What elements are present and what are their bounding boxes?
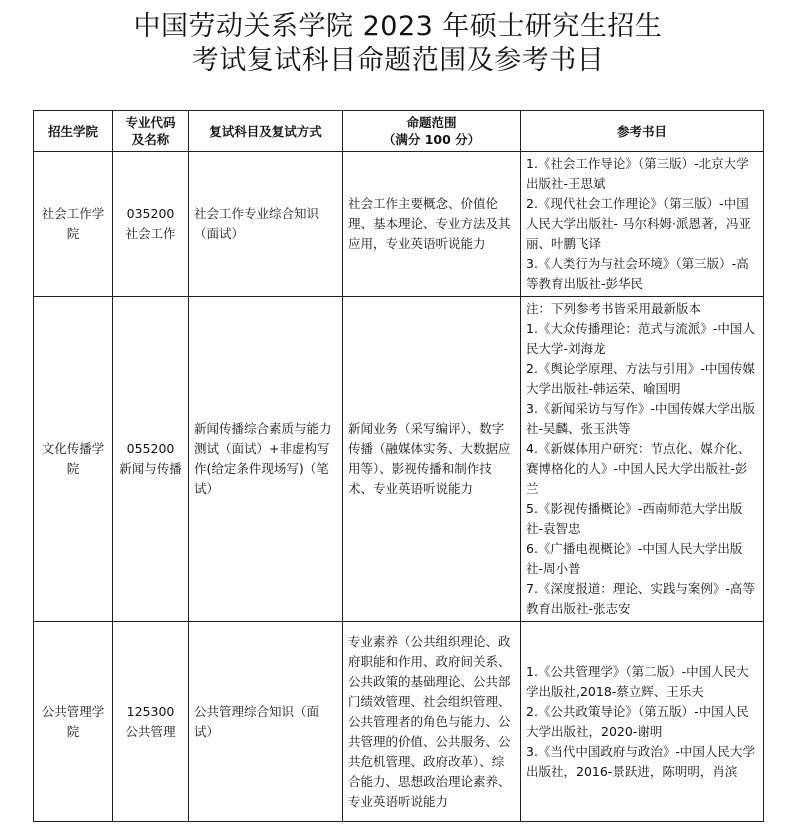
major-cell: 035200 社会工作 bbox=[113, 152, 189, 297]
books-cell bbox=[521, 152, 764, 297]
book-item: 3.《人类行为与社会环境》（第三版）-高等教育出版社-彭华民 bbox=[526, 256, 749, 291]
book-item: 3.《当代中国政府与政治》-中国人民大学出版社，2016-景跃进，陈明明，肖滨 bbox=[526, 743, 755, 779]
book-item: 3.《新闻采访与写作》-中国传媒大学出版社-吴麟、张玉洪等 bbox=[526, 401, 755, 436]
book-item: 1.《公共管理学》（第二版）-中国人民大学出版社,2018-蔡立辉、王乐夫 bbox=[526, 663, 749, 699]
admissions-table bbox=[33, 110, 764, 822]
document-title bbox=[0, 10, 796, 78]
header-scope: 命题范围 （满分 100 分） bbox=[343, 111, 521, 152]
table-header-row bbox=[34, 111, 764, 152]
header-subject: 复试科目及复试方式 bbox=[189, 111, 343, 152]
subject-cell: 新闻传播综合素质与能力测试（面试）+非虚构写作(给定条件现场写)（笔试） bbox=[189, 297, 343, 622]
table-row bbox=[34, 622, 764, 822]
title-line-1: 中国劳动关系学院 2023 年硕士研究生招生 bbox=[133, 11, 663, 42]
book-note: 注：下列参考书皆采用最新版本 bbox=[526, 301, 702, 316]
book-item: 1.《社会工作导论》（第三版）-北京大学出版社-王思斌 bbox=[526, 156, 749, 191]
major-cell: 055200 新闻与传播 bbox=[113, 297, 189, 622]
header-major: 专业代码 及名称 bbox=[113, 111, 189, 152]
book-item: 4.《新媒体用户研究：节点化、媒介化、赛博格化的人》-中国人民大学出版社-彭兰 bbox=[526, 441, 751, 496]
book-item: 2.《舆论学原理、方法与引用》-中国传媒大学出版社-韩运荣、喻国明 bbox=[526, 361, 755, 396]
table-row bbox=[34, 152, 764, 297]
scope-cell: 新闻业务（采写编评）、数字传播（融媒体实务、大数据应用等）、影视传播和制作技术、专业英语听说能力 bbox=[343, 297, 521, 622]
subject-cell: 公共管理综合知识（面试） bbox=[189, 622, 343, 822]
books-cell bbox=[521, 622, 764, 822]
book-item: 7.《深度报道：理论、实践与案例》-高等教育出版社-张志安 bbox=[526, 581, 755, 616]
college-cell: 社会工作学院 bbox=[34, 152, 113, 297]
books-cell bbox=[521, 297, 764, 622]
college-cell: 文化传播学院 bbox=[34, 297, 113, 622]
scope-cell: 社会工作主要概念、价值伦理、基本理论、专业方法及其应用，专业英语听说能力 bbox=[343, 152, 521, 297]
college-cell: 公共管理学院 bbox=[34, 622, 113, 822]
book-item: 2.《公共政策导论》（第五版）-中国人民大学出版社，2020-谢明 bbox=[526, 703, 749, 739]
book-item: 5.《影视传播概论》-西南师范大学出版社-袁智忠 bbox=[526, 501, 743, 536]
header-books: 参考书目 bbox=[521, 111, 764, 152]
subject-cell: 社会工作专业综合知识（面试） bbox=[189, 152, 343, 297]
title-line-2: 考试复试科目命题范围及参考书目 bbox=[191, 45, 605, 76]
book-item: 1.《大众传播理论：范式与流派》-中国人民大学-刘海龙 bbox=[526, 321, 755, 356]
table-row bbox=[34, 297, 764, 622]
header-college: 招生学院 bbox=[34, 111, 113, 152]
book-item: 6.《广播电视概论》-中国人民大学出版社-周小普 bbox=[526, 541, 743, 576]
scope-cell: 专业素养（公共组织理论、政府职能和作用、政府间关系、公共政策的基础理论、公共部门绩效管理、社会组织管理、公共管理者的角色与能力、公共管理的价值、公共服务、公共危机管理、政府改革）、综合能力、思想政治理论素养、专业英语听说能力 bbox=[343, 622, 521, 822]
book-item: 2.《现代社会工作理论》（第三版）-中国人民大学出版社- 马尔科姆·派恩著，冯亚丽、叶鹏飞译 bbox=[526, 196, 751, 251]
major-cell: 125300 公共管理 bbox=[113, 622, 189, 822]
